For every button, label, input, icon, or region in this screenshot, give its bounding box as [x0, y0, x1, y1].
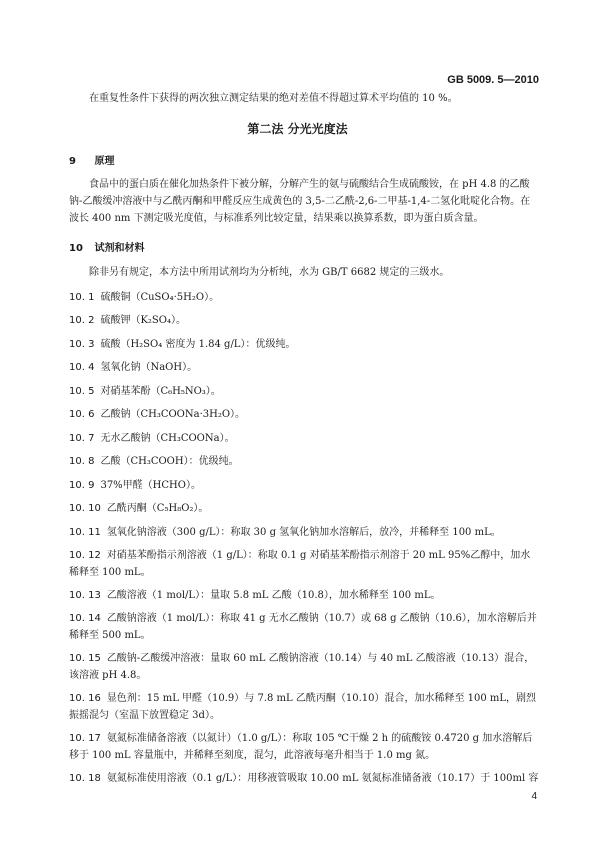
list-item: 10. 13 乙酸溶液（1 mol/L）：量取 5.8 mL 乙酸（10.8），加水稀释至 100 mL。	[69, 590, 441, 601]
list-item: 10. 9 37%甲醛（HCHO）。	[69, 480, 201, 491]
list-item: 10. 12 对硝基苯酚指示剂溶液（1 g/L）：称取 0.1 g 对硝基苯酚指示剂溶于 20 mL 95%乙醇中，加水稀释至 100 mL。	[69, 550, 531, 578]
list-item: 10. 14 乙酸钠溶液（1 mol/L）：称取 41 g 无水乙酸钠（10.7）或 68 g 乙酸钠（10.6），加水溶解后并稀释至 500 mL。	[69, 613, 537, 641]
list-item: 10. 17 氨氮标准储备溶液（以氮计）（1.0 g/L）：称取 105 ℃干燥 2 h 的硫酸铵 0.4720 g 加水溶解后移于 100 mL 容量瓶中，并稀释至刻度，混匀，此溶液每毫升相当于 1.0 mg 氮。	[69, 733, 533, 761]
section-10-heading	[69, 239, 144, 254]
intro-line: 在重复性条件下获得的两次独立测定结果的绝对差值不得超过算术平均值的 10 %。	[89, 93, 458, 104]
list-item: 10. 7 无水乙酸钠（CH₃COONa）。	[69, 433, 235, 444]
list-item: 10. 4 氢氧化钠（NaOH）。	[69, 362, 198, 373]
section-10-intro: 除非另有规定，本方法中所用试剂均为分析纯，水为 GB/T 6682 规定的三级水。	[89, 267, 450, 278]
section-9-heading	[69, 152, 114, 167]
list-item: 10. 6 乙酸钠（CH₃COONa·3H₂O）。	[69, 409, 246, 420]
section-9-paragraph: 食品中的蛋白质在催化加热条件下被分解，分解产生的氨与硫酸结合生成硫酸铵，在 pH 4.8 的乙酸钠-乙酸缓冲溶液中与乙酰丙酮和甲醛反应生成黄色的 3,5-二乙酰-2,6-二甲基-1,4-二氢化吡啶化合物。在波长 400 nm 下测定吸光度值，与标准系列比较定量，结果乘以换算系数，即为蛋白质含量。	[69, 179, 531, 224]
list-item: 10. 15 乙酸钠-乙酸缓冲溶液：量取 60 mL 乙酸钠溶液（10.14）与 40 mL 乙酸溶液（10.13）混合，该溶液 pH 4.8。	[69, 653, 535, 681]
section-title: 试剂和材料	[94, 243, 145, 254]
method-title: 第二法 分光光度法	[247, 122, 348, 136]
page-number: 4	[531, 791, 537, 802]
list-item: 10. 2 硫酸钾（K₂SO₄）。	[69, 315, 186, 326]
list-item: 10. 11 氢氧化钠溶液（300 g/L）：称取 30 g 氢氧化钠加水溶解后，放冷，并稀释至 100 mL。	[69, 527, 501, 538]
section-title: 原理	[94, 156, 115, 167]
section-number: 9	[69, 156, 76, 167]
standard-header: GB 5009. 5—2010	[447, 74, 539, 86]
list-item: 10. 16 显色剂：15 mL 甲醛（10.9）与 7.8 mL 乙酰丙酮（10.10）混合，加水稀释至 100 mL，剧烈振摇混匀（室温下放置稳定 3d）。	[69, 693, 537, 721]
list-item: 10. 18 氨氮标准使用溶液（0.1 g/L）：用移液管吸取 10.00 mL 氨氮标准储备液（10.17）于 100ml 容	[69, 773, 539, 784]
list-item: 10. 10 乙酰丙酮（C₅H₈O₂）。	[69, 503, 209, 514]
section-number: 10	[69, 243, 83, 254]
list-item: 10. 3 硫酸（H₂SO₄ 密度为 1.84 g/L）：优级纯。	[69, 339, 296, 350]
list-item: 10. 8 乙酸（CH₃COOH）：优级纯。	[69, 456, 239, 467]
list-item: 10. 1 硫酸铜（CuSO₄·5H₂O）。	[69, 292, 220, 303]
list-item: 10. 5 对硝基苯酚（C₆H₅NO₃）。	[69, 386, 221, 397]
